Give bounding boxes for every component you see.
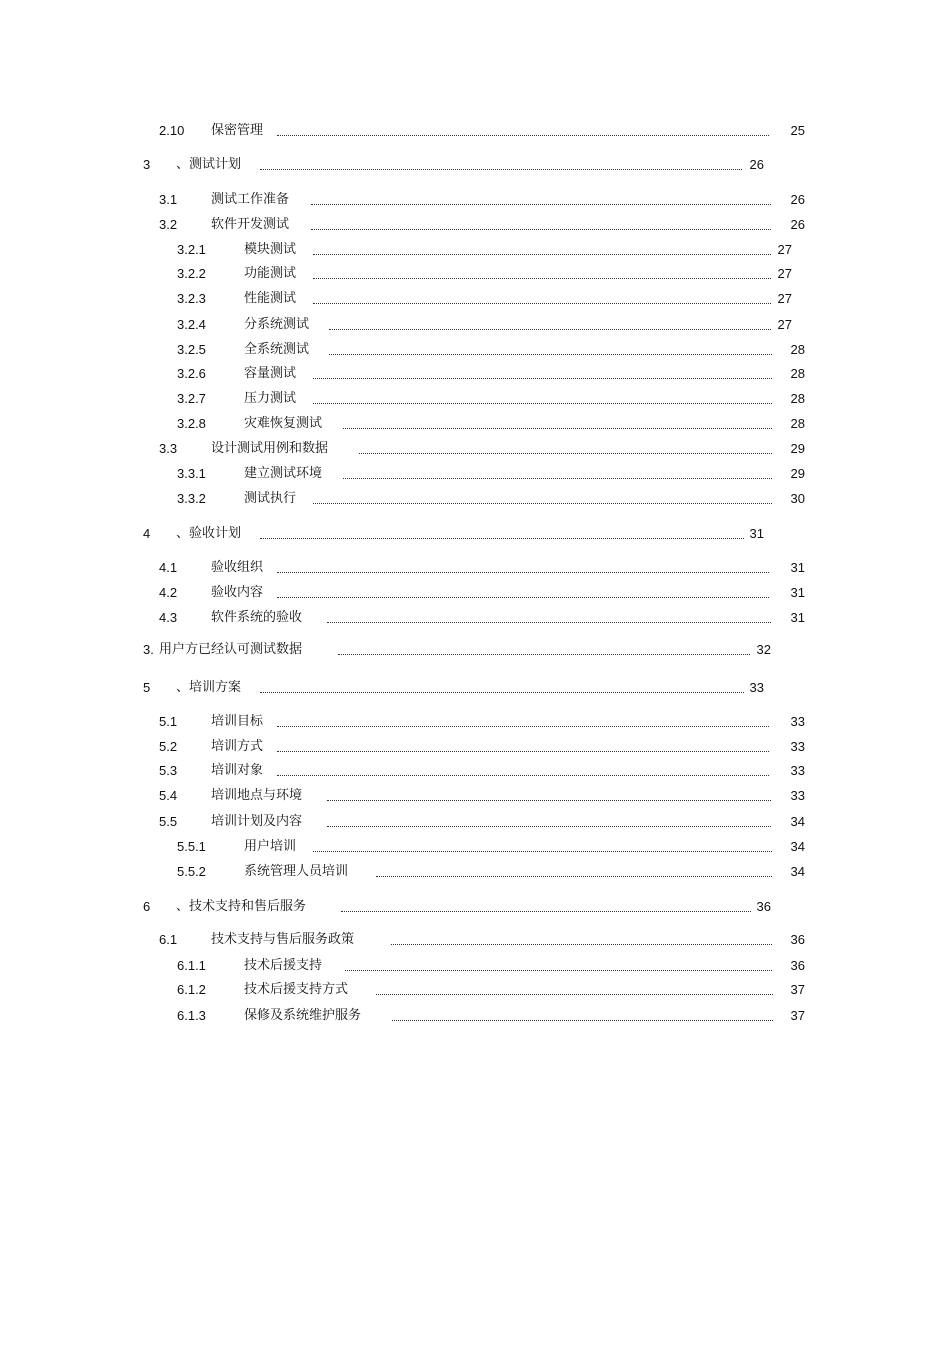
dot-leader: [338, 654, 750, 655]
toc-entry-title: 、培训方案: [176, 680, 242, 695]
toc-entry[interactable]: [143, 678, 768, 698]
toc-entry-page: 27: [777, 242, 792, 257]
toc-entry-page: 33: [790, 714, 805, 729]
dot-leader: [277, 775, 769, 776]
dot-leader: [343, 428, 772, 429]
toc-entry[interactable]: [159, 215, 809, 235]
toc-entry-page: 36: [756, 899, 771, 914]
dot-leader: [327, 826, 771, 827]
toc-entry-title: 设计测试用例和数据: [211, 441, 329, 456]
toc-entry-number: 3.2.4: [177, 317, 206, 332]
dot-leader: [313, 503, 772, 504]
toc-entry-title: 系统管理人员培训: [244, 864, 349, 879]
toc-entry-title: 验收内容: [211, 585, 264, 600]
toc-entry[interactable]: [159, 608, 809, 628]
dot-leader: [313, 303, 771, 304]
toc-entry-title: 测试执行: [244, 491, 297, 506]
dot-leader: [277, 751, 769, 752]
toc-entry[interactable]: [177, 980, 809, 1000]
toc-entry-number: 3.2.2: [177, 266, 206, 281]
toc-entry[interactable]: [143, 640, 775, 660]
toc-entry[interactable]: [177, 489, 809, 509]
toc-entry[interactable]: [177, 315, 792, 335]
toc-entry[interactable]: [177, 1006, 809, 1026]
toc-entry[interactable]: [159, 583, 809, 603]
toc-entry-title: 用户方已经认可测试数据: [159, 642, 303, 657]
toc-entry-page: 28: [790, 416, 805, 431]
toc-entry-number: 3.2.5: [177, 342, 206, 357]
dot-leader: [313, 851, 772, 852]
toc-entry-number: 5.5.2: [177, 864, 206, 879]
toc-entry-number: 5.5: [159, 814, 178, 829]
toc-entry-title: 模块测试: [244, 242, 297, 257]
toc-entry-page: 29: [790, 441, 805, 456]
toc-entry-page: 33: [790, 763, 805, 778]
toc-entry-number: 3.2.6: [177, 366, 206, 381]
toc-entry[interactable]: [159, 930, 809, 950]
toc-entry[interactable]: [177, 364, 809, 384]
toc-entry-number: 3.2: [159, 217, 178, 232]
dot-leader: [277, 135, 769, 136]
dot-leader: [277, 726, 769, 727]
toc-entry-page: 26: [790, 217, 805, 232]
dot-leader: [329, 329, 771, 330]
toc-entry-title: 培训目标: [211, 714, 264, 729]
dot-leader: [359, 453, 772, 454]
dot-leader: [345, 970, 772, 971]
dot-leader: [277, 572, 769, 573]
toc-entry-title: 软件系统的验收: [211, 610, 303, 625]
toc-entry-number: 5.2: [159, 739, 178, 754]
toc-entry-number: 3.2.1: [177, 242, 206, 257]
toc-entry-title: 功能测试: [244, 266, 297, 281]
toc-entry-title: 容量测试: [244, 366, 297, 381]
toc-entry-number: 6.1.2: [177, 982, 206, 997]
toc-entry-page: 27: [777, 291, 792, 306]
toc-entry[interactable]: [159, 712, 809, 732]
toc-entry-number: 3.3.2: [177, 491, 206, 506]
toc-entry-page: 31: [790, 585, 805, 600]
toc-entry-title: 建立测试环境: [244, 466, 323, 481]
toc-entry-page: 32: [756, 642, 771, 657]
toc-entry[interactable]: [177, 340, 809, 360]
toc-entry-number: 3.2.7: [177, 391, 206, 406]
toc-entry-page: 29: [790, 466, 805, 481]
dot-leader: [313, 403, 772, 404]
toc-entry-title: 技术后援支持: [244, 958, 323, 973]
dot-leader: [376, 994, 773, 995]
dot-leader: [327, 800, 771, 801]
toc-entry[interactable]: [159, 737, 809, 757]
toc-entry-page: 33: [749, 680, 764, 695]
toc-entry-title: 培训方式: [211, 739, 264, 754]
toc-entry-number: 6.1: [159, 932, 178, 947]
toc-entry-number: 6.1.1: [177, 958, 206, 973]
toc-entry-title: 压力测试: [244, 391, 297, 406]
toc-entry-title: 测试工作准备: [211, 192, 290, 207]
toc-entry-number: 3.3.1: [177, 466, 206, 481]
toc-entry-page: 34: [790, 839, 805, 854]
toc-entry-number: 3: [143, 157, 151, 172]
toc-entry-number: 3.: [143, 642, 154, 657]
toc-entry-title: 全系统测试: [244, 342, 310, 357]
toc-entry-title: 技术后援支持方式: [244, 982, 349, 997]
dot-leader: [313, 254, 771, 255]
toc-entry-title: 验收组织: [211, 560, 264, 575]
toc-entry-title: 保密管理: [211, 123, 264, 138]
toc-entry-page: 34: [790, 864, 805, 879]
toc-entry-page: 27: [777, 317, 792, 332]
toc-entry-page: 26: [790, 192, 805, 207]
toc-entry-title: 培训计划及内容: [211, 814, 303, 829]
toc-entry[interactable]: [143, 897, 775, 917]
toc-entry-page: 37: [790, 982, 805, 997]
toc-entry-page: 28: [790, 342, 805, 357]
toc-entry-page: 31: [749, 526, 764, 541]
toc-entry-number: 6: [143, 899, 151, 914]
toc-entry-page: 30: [790, 491, 805, 506]
toc-entry-number: 5: [143, 680, 151, 695]
toc-entry[interactable]: [177, 289, 792, 309]
toc-entry-title: 、验收计划: [176, 526, 242, 541]
toc-entry-number: 2.10: [159, 123, 185, 138]
toc-entry[interactable]: [143, 524, 768, 544]
toc-entry[interactable]: [177, 956, 809, 976]
toc-entry[interactable]: [177, 389, 809, 409]
toc-entry-title: 灾难恢复测试: [244, 416, 323, 431]
dot-leader: [277, 597, 769, 598]
toc-entry[interactable]: [159, 786, 809, 806]
toc-entry-title: 、测试计划: [176, 157, 242, 172]
toc-entry-title: 培训对象: [211, 763, 264, 778]
toc-entry-page: 34: [790, 814, 805, 829]
dot-leader: [327, 622, 771, 623]
toc-entry-number: 3.3: [159, 441, 178, 456]
dot-leader: [313, 378, 772, 379]
dot-leader: [329, 354, 772, 355]
toc-entry-number: 4.2: [159, 585, 178, 600]
toc-entry-number: 3.1: [159, 192, 178, 207]
toc-entry[interactable]: [177, 414, 809, 434]
toc-entry[interactable]: [159, 190, 809, 210]
toc-entry[interactable]: [159, 121, 809, 141]
toc-entry[interactable]: [159, 439, 809, 459]
toc-entry-page: 33: [790, 788, 805, 803]
toc-entry-number: 5.4: [159, 788, 178, 803]
toc-entry-title: 、技术支持和售后服务: [176, 899, 307, 914]
toc-entry[interactable]: [177, 862, 809, 882]
dot-leader: [260, 538, 744, 539]
dot-leader: [260, 169, 742, 170]
dot-leader: [341, 911, 751, 912]
toc-entry[interactable]: [159, 761, 809, 781]
toc-entry-number: 3.2.8: [177, 416, 206, 431]
toc-entry-title: 技术支持与售后服务政策: [211, 932, 355, 947]
toc-entry-page: 31: [790, 610, 805, 625]
toc-entry-page: 28: [790, 391, 805, 406]
toc-entry-title: 软件开发测试: [211, 217, 290, 232]
dot-leader: [376, 876, 772, 877]
toc-entry-page: 28: [790, 366, 805, 381]
toc-entry[interactable]: [177, 240, 792, 260]
toc-entry-number: 5.5.1: [177, 839, 206, 854]
toc-entry-title: 分系统测试: [244, 317, 310, 332]
dot-leader: [392, 1020, 773, 1021]
toc-entry-page: 33: [790, 739, 805, 754]
dot-leader: [260, 692, 744, 693]
toc-entry-number: 3.2.3: [177, 291, 206, 306]
toc-entry-title: 保修及系统维护服务: [244, 1008, 362, 1023]
toc-entry-title: 培训地点与环境: [211, 788, 303, 803]
toc-entry-page: 26: [749, 157, 764, 172]
toc-entry-number: 4.1: [159, 560, 178, 575]
toc-entry-title: 性能测试: [244, 291, 297, 306]
toc-entry-number: 6.1.3: [177, 1008, 206, 1023]
toc-entry[interactable]: [143, 155, 768, 175]
dot-leader: [313, 278, 771, 279]
toc-entry-page: 36: [790, 932, 805, 947]
toc-entry-page: 25: [790, 123, 805, 138]
toc-entry-number: 5.1: [159, 714, 178, 729]
dot-leader: [343, 478, 772, 479]
toc-entry[interactable]: [177, 464, 809, 484]
toc-entry[interactable]: [177, 264, 792, 284]
toc-entry-page: 36: [790, 958, 805, 973]
dot-leader: [311, 229, 771, 230]
toc-entry-page: 27: [777, 266, 792, 281]
toc-entry[interactable]: [159, 812, 809, 832]
toc-entry-page: 31: [790, 560, 805, 575]
toc-entry-number: 4: [143, 526, 151, 541]
toc-entry-number: 5.3: [159, 763, 178, 778]
toc-entry[interactable]: [159, 558, 809, 578]
dot-leader: [311, 204, 771, 205]
toc-entry[interactable]: [177, 837, 809, 857]
toc-entry-page: 37: [790, 1008, 805, 1023]
dot-leader: [391, 944, 772, 945]
toc-entry-number: 4.3: [159, 610, 178, 625]
toc-entry-title: 用户培训: [244, 839, 297, 854]
